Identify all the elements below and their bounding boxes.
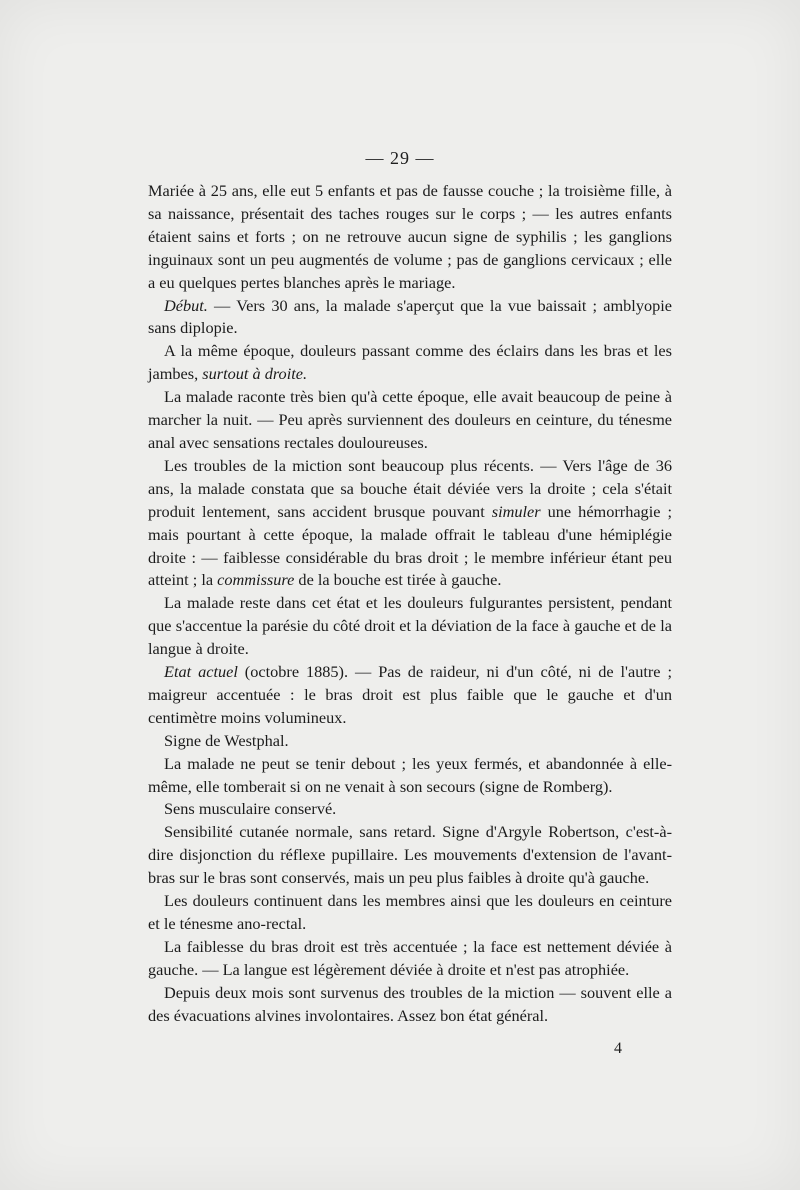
paragraph-tail-italic: surtout à droite.	[202, 364, 308, 384]
paragraph-text: A la même époque, douleurs passant comme des éclairs dans les bras et les jambes,	[148, 341, 672, 384]
paragraph-westphal	[148, 730, 672, 753]
paragraph-text: La malade reste dans cet état et les douleurs fulgurantes persistent, pendant que s'accentue la parésie du côté droit et la déviation de la face à gauche et de la langue à droite.	[148, 593, 672, 659]
paragraph-same-epoch	[148, 340, 672, 386]
paragraph-italic: commissure	[217, 570, 295, 590]
paragraph-text: La faiblesse du bras droit est très accentuée ; la face est nettement déviée à gauche. — La langue est légèrement déviée à droite et n'est pas atrophiée.	[148, 936, 672, 979]
paragraph-text: La malade ne peut se tenir debout ; les yeux fermés, et abandonnée à elle-même, elle tomberait si on ne venait à son secours (signe de Romberg).	[148, 753, 672, 796]
paragraph-marriage	[148, 180, 672, 295]
paragraph-text: Signe de Westphal.	[164, 730, 289, 750]
paragraph-state	[148, 592, 672, 661]
paragraph-debut	[148, 295, 672, 341]
paragraph-text: — Vers 30 ans, la malade s'aperçut que la vue baissait ; amblyopie sans diplopie.	[148, 295, 672, 338]
paragraph-muscular-sense	[148, 798, 672, 821]
paragraph-italic: simuler	[491, 501, 541, 521]
paragraph-recent-troubles	[148, 982, 672, 1028]
paragraph-weakness	[148, 936, 672, 982]
paragraph-text: La malade raconte très bien qu'à cette époque, elle avait beaucoup de peine à marcher la nuit. — Peu après surviennent des douleurs en ceinture, du ténesme anal avec sensations rectales douloureuses.	[148, 387, 672, 452]
paragraph-current-state	[148, 661, 672, 730]
paragraph-text: Les troubles de la miction sont beaucoup plus récents. — Vers l'âge de 36 ans, la malade constata que sa bouche était déviée vers la droite ; cela s'était produit lentement, sans accident brusque pouvant	[148, 455, 672, 521]
paragraph-text: Depuis deux mois sont survenus des troubles de la miction — souvent elle a des évacuations alvines involontaires. Assez bon état général.	[148, 982, 672, 1025]
paragraph-pains-continue	[148, 890, 672, 936]
paragraph-text: Sens musculaire conservé.	[164, 799, 337, 819]
signature-mark: 4	[614, 1040, 622, 1057]
paragraph-sensibility	[148, 821, 672, 890]
paragraph-miction	[148, 455, 672, 592]
paragraph-text: une hémorrhagie ; mais pourtant à cette époque, la malade offrait le tableau d'une hémiplégie droite : — faiblesse considérable du bras droit ; le membre inférieur étant peu atteint ; la	[148, 501, 673, 590]
paragraph-night-walking	[148, 386, 672, 455]
paragraph-lead-italic: Début.	[164, 295, 208, 315]
paragraph-text: (octobre 1885). — Pas de raideur, ni d'un côté, ni de l'autre ; maigreur accentuée : le bras droit est plus faible que le gauche et d'un centimètre moins volumineux.	[148, 662, 672, 727]
body-text	[148, 180, 672, 1028]
paragraph-lead-italic: Etat actuel	[164, 662, 238, 682]
paragraph-text: Mariée à 25 ans, elle eut 5 enfants et pas de fausse couche ; la troisième fille, à sa naissance, présentait des taches rouges sur le corps ; — les autres enfants étaient sains et forts ; on ne retrouve aucun signe de syphilis ; les ganglions inguinaux sont un peu augmentés de volume ; pas de ganglions cervicaux ; elle a eu quelques pertes blanches après le mariage.	[148, 181, 672, 292]
page-number: — 29 —	[365, 148, 435, 168]
paragraph-text: de la bouche est tirée à gauche.	[294, 570, 502, 590]
paragraph-text: Sensibilité cutanée normale, sans retard. Signe d'Argyle Robertson, c'est-à-dire disjonction du réflexe pupillaire. Les mouvements d'extension de l'avant-bras sur le bras sont conservés, mais un peu plus faibles à droite qu'à gauche.	[148, 822, 672, 888]
paragraph-text: Les douleurs continuent dans les membres ainsi que les douleurs en ceinture et le ténesme ano-rectal.	[148, 891, 672, 933]
paragraph-romberg	[148, 753, 672, 799]
